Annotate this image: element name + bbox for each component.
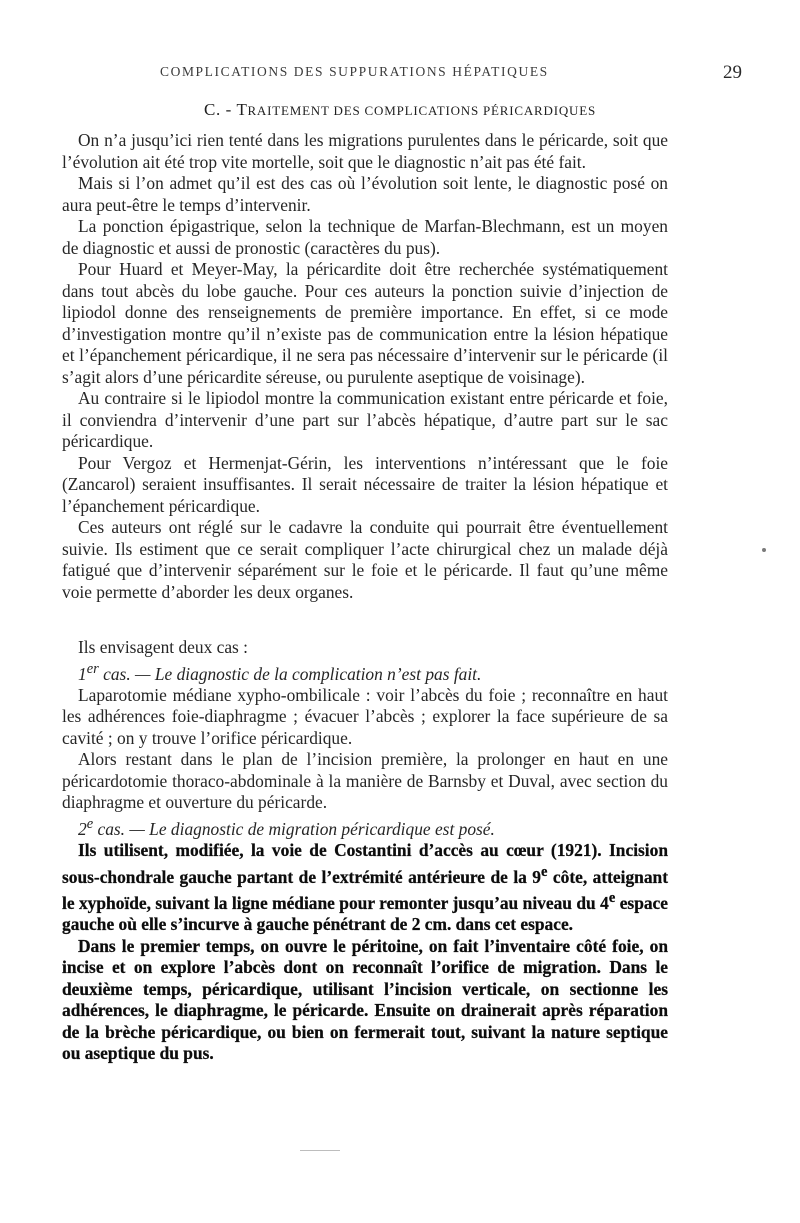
case-2-label: cas. — Le diagnostic de migration péricardique est posé.: [93, 818, 495, 839]
incision-sup-2: e: [608, 889, 616, 906]
case-1-heading: [62, 659, 668, 685]
paragraph-7: Ces auteurs ont réglé sur le cadavre la conduite qui pourrait être éventuellement suivie. Ils estiment que ce serait compliquer l’acte chirurgical chez un malade déjà fatigué que d’intervenir séparément sur le foie et le péricarde. Il faut qu’une même voie permette d’aborder les deux organes.: [62, 517, 668, 602]
section-title-rest: RAITEMENT DES COMPLICATIONS PÉRICARDIQUES: [247, 103, 596, 118]
section-heading: [0, 100, 800, 120]
body-text: [62, 130, 668, 1065]
paragraph-cases-intro: Ils envisagent deux cas :: [78, 637, 248, 657]
paragraph-1: On n’a jusqu’ici rien tenté dans les migrations purulentes dans le péricarde, soit que l’évolution ait été trop vite mortelle, soit que le diagnostic n’ait pas été fait.: [62, 130, 668, 172]
paragraph-case-2-steps: Dans le premier temps, on ouvre le péritoine, on fait l’inventaire côté foie, on incise et on explore l’abcès dont on reconnaît l’orifice de migration. Dans le deuxième temps, péricardique, utilisant l’incision verticale, on sectionne les adhérences, le diaphragme, le péricarde. Ensuite on drainerait après réparation de la brèche péricardique, ou bien on fermerait tout, suivant la nature septique ou aseptique du pus.: [62, 935, 668, 1064]
running-header: [62, 62, 742, 86]
case-2-number: 2: [78, 818, 87, 839]
incision-sup-1: e: [541, 863, 548, 880]
running-title: COMPLICATIONS DES SUPPURATIONS HÉPATIQUES: [160, 64, 549, 79]
paragraph-case-1-text: Laparotomie médiane xypho-ombilicale : voir l’abcès du foie ; reconnaître en haut les adhérences foie-diaphragme ; évacuer l’abcès ; explorer la face supérieure de sa cavité ; on y trouve l’orifice péricardique.: [62, 684, 668, 748]
incision-text-b: côte, atteignant le xyphoïde, suivant la ligne médiane pour remonter jusqu’au niveau du 4: [62, 866, 668, 913]
page-number: 29: [723, 62, 742, 83]
case-2-heading: [62, 814, 668, 840]
paragraph-case-2-incision: [62, 840, 668, 936]
case-1-label: cas. — Le diagnostic de la complication n’est pas fait.: [98, 663, 482, 684]
section-letter: C. -: [204, 100, 237, 119]
section-title-initial: T: [236, 100, 248, 119]
case-1-number: 1: [78, 663, 87, 684]
paragraph-3: La ponction épigastrique, selon la technique de Marfan-Blechmann, est un moyen de diagnostic et aussi de pronostic (caractères du pus).: [62, 216, 668, 258]
page-speck: [762, 548, 766, 552]
paragraph-4: Pour Huard et Meyer-May, la péricardite doit être recherchée systématiquement dans tout abcès du lobe gauche. Pour ces auteurs la ponction suivie d’injection de lipiodol donne des renseignements de première importance. En effet, si ce mode d’investigation montre qu’il n’existe pas de communication entre la lésion hépatique et l’épanchement péricardique, il ne sera pas nécessaire d’intervenir sur le péricarde (il s’agit alors d’une péricardite séreuse, ou purulente aseptique de voisinage).: [62, 259, 668, 387]
footer-mark: [300, 1150, 340, 1151]
paragraph-case-1-extension: Alors restant dans le plan de l’incision première, la prolonger en haut en une péricardotomie thoraco-abdominale à la manière de Barnsby et Duval, avec section du diaphragme et ouverture du péricarde.: [62, 749, 668, 813]
paragraph-6: Pour Vergoz et Hermenjat-Gérin, les interventions n’intéressant que le foie (Zancarol) seraient insuffisantes. Il serait nécessaire de traiter la lésion hépatique et l’épanchement péricardique.: [62, 452, 668, 516]
case-1-ordinal: er: [86, 660, 99, 677]
incision-text-c: espace gauche où elle s’incurve à gauche pénétrant de 2 cm. dans cet espace.: [62, 892, 668, 935]
incision-text-a: Ils utilisent, modifiée, la voie de Costantini d’accès au cœur (1921). Incision sous-chondrale gauche partant de l’extrémité antérieure de la 9: [62, 840, 668, 887]
paragraph-5: Au contraire si le lipiodol montre la communication existant entre péricarde et foie, il conviendra d’intervenir d’une part sur l’abcès hépatique, d’autre part sur le sac péricardique.: [62, 388, 668, 451]
paragraph-2: Mais si l’on admet qu’il est des cas où l’évolution soit lente, le diagnostic posé on aura peut-être le temps d’intervenir.: [62, 173, 668, 215]
case-2-ordinal: e: [86, 815, 94, 832]
